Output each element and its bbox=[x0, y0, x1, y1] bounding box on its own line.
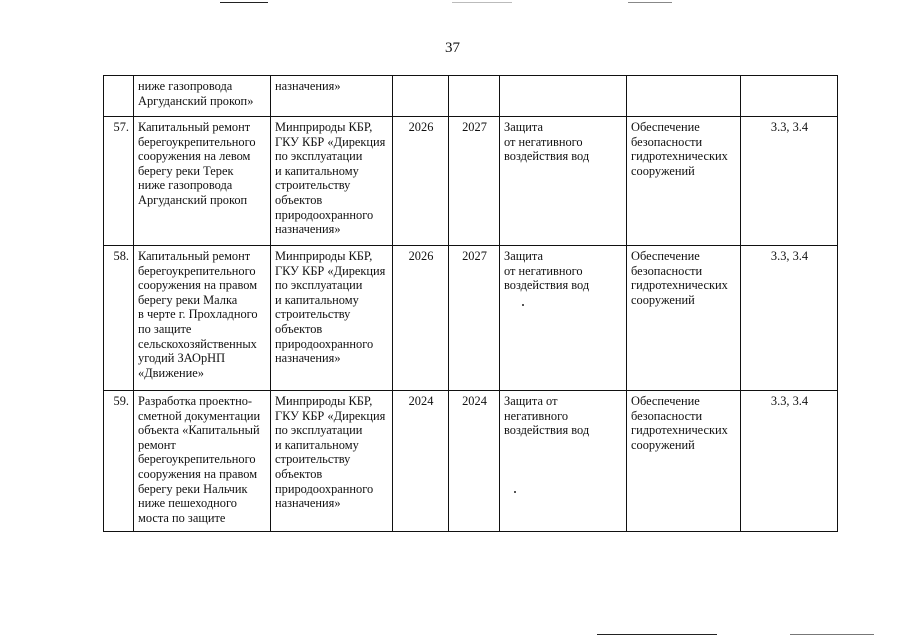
row-number: 59. bbox=[104, 391, 134, 532]
page-number: 37 bbox=[445, 40, 460, 56]
indicators bbox=[741, 76, 838, 117]
row-number: 57. bbox=[104, 117, 134, 246]
measures-table bbox=[103, 75, 838, 532]
year-start: 2026 bbox=[393, 246, 449, 391]
measure-name: Капитальный ремонт берегоукрепительного сооружения на правом берегу реки Малка в черте г. Прохладного по защите сельскохозяйственных угодий ЗАОрНП «Движение» bbox=[134, 246, 271, 391]
year-end: 2024 bbox=[449, 391, 500, 532]
executor: Минприроды КБР, ГКУ КБР «Дирекция по эксплуатации и капитальному строительству объектов природоохранного назначения» bbox=[271, 117, 393, 246]
result: Обеспечение безопасности гидротехнических сооружений bbox=[627, 246, 741, 391]
table-row bbox=[104, 76, 838, 117]
scan-speck bbox=[522, 304, 524, 306]
table-row bbox=[104, 246, 838, 391]
year-start: 2026 bbox=[393, 117, 449, 246]
scan-artifact-bottom bbox=[597, 634, 717, 635]
table-row bbox=[104, 391, 838, 532]
goal bbox=[500, 76, 627, 117]
scan-speck bbox=[514, 491, 516, 493]
executor: Минприроды КБР, ГКУ КБР «Дирекция по эксплуатации и капитальному строительству объектов природоохранного назначения» bbox=[271, 246, 393, 391]
executor: Минприроды КБР, ГКУ КБР «Дирекция по эксплуатации и капитальному строительству объектов природоохранного назначения» bbox=[271, 391, 393, 532]
measure-name: Капитальный ремонт берегоукрепительного сооружения на левом берегу реки Терек ниже газопровода Аргуданский прокоп bbox=[134, 117, 271, 246]
year-start bbox=[393, 76, 449, 117]
result: Обеспечение безопасности гидротехнических сооружений bbox=[627, 391, 741, 532]
result bbox=[627, 76, 741, 117]
row-number bbox=[104, 76, 134, 117]
table-row bbox=[104, 117, 838, 246]
result: Обеспечение безопасности гидротехнических сооружений bbox=[627, 117, 741, 246]
indicators: 3.3, 3.4 bbox=[741, 391, 838, 532]
goal: Защита от негативного воздействия вод bbox=[500, 391, 627, 532]
year-start: 2024 bbox=[393, 391, 449, 532]
measure-name: ниже газопровода Аргуданский прокоп» bbox=[134, 76, 271, 117]
scan-artifact-bottom bbox=[790, 634, 874, 635]
year-end: 2027 bbox=[449, 246, 500, 391]
year-end: 2027 bbox=[449, 117, 500, 246]
year-end bbox=[449, 76, 500, 117]
indicators: 3.3, 3.4 bbox=[741, 246, 838, 391]
executor: назначения» bbox=[271, 76, 393, 117]
goal: Защита от негативного воздействия вод bbox=[500, 117, 627, 246]
indicators: 3.3, 3.4 bbox=[741, 117, 838, 246]
measure-name: Разработка проектно- сметной документации объекта «Капитальный ремонт берегоукрепительного сооружения на правом берегу реки Нальчик ниже пешеходного моста по защите bbox=[134, 391, 271, 532]
scan-artifact-top bbox=[0, 0, 905, 6]
goal: Защита от негативного воздействия вод bbox=[500, 246, 627, 391]
row-number: 58. bbox=[104, 246, 134, 391]
